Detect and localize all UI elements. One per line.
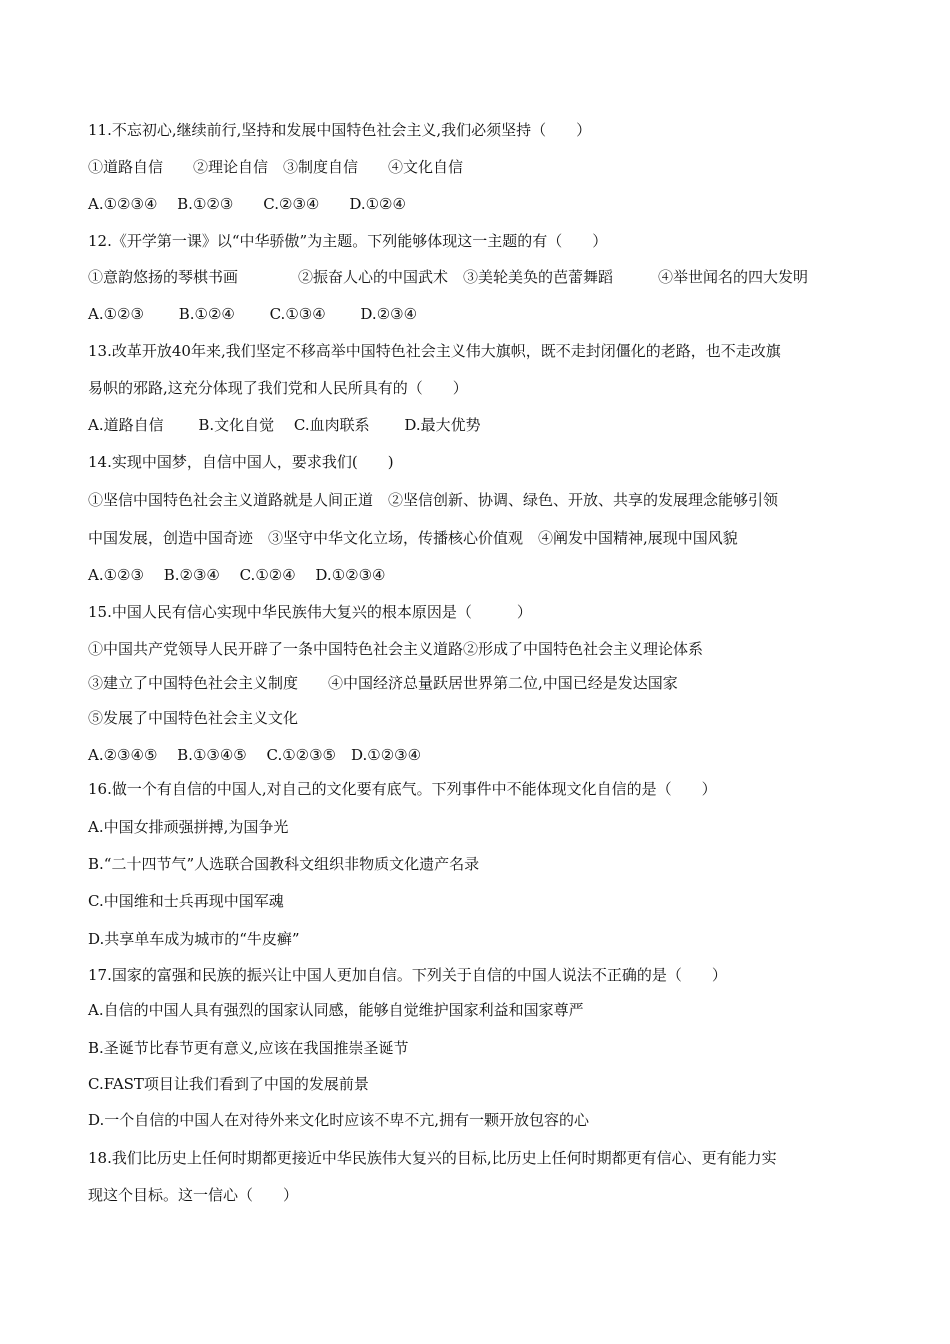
question-14-statements-line-1: ①坚信中国特色社会主义道路就是人间正道 ②坚信创新、协调、绿色、开放、共享的发展理念能够引领 <box>88 491 779 509</box>
question-18-stem-line-2: 现这个目标。这一信心（ ） <box>88 1186 299 1204</box>
question-11-stem: 11.不忘初心,继续前行,坚持和发展中国特色社会主义,我们必须坚持（ ） <box>88 121 592 139</box>
question-16-stem: 16.做一个有自信的中国人,对自己的文化要有底气。下列事件中不能体现文化自信的是（ ） <box>88 780 717 798</box>
question-12-stem: 12.《开学第一课》以“中华骄傲”为主题。下列能够体现这一主题的有（ ） <box>88 232 608 250</box>
question-12-options: A.①②③ B.①②④ C.①③④ D.②③④ <box>88 305 418 323</box>
question-11-options: A.①②③④ B.①②③ C.②③④ D.①②④ <box>88 195 406 213</box>
question-16-option-c: C.中国维和士兵再现中国军魂 <box>88 892 284 910</box>
question-14-options: A.①②③ B.②③④ C.①②④ D.①②③④ <box>88 566 386 584</box>
question-15-options: A.②③④⑤ B.①③④⑤ C.①②③⑤ D.①②③④ <box>88 746 422 764</box>
question-15-statements-line-1: ①中国共产党领导人民开辟了一条中国特色社会主义道路②形成了中国特色社会主义理论体系 <box>88 640 704 658</box>
question-17-option-c: C.FAST项目让我们看到了中国的发展前景 <box>88 1075 369 1093</box>
question-14-stem: 14.实现中国梦，自信中国人，要求我们( ) <box>88 453 394 471</box>
question-17-stem: 17.国家的富强和民族的振兴让中国人更加自信。下列关于自信的中国人说法不正确的是（ ） <box>88 966 727 984</box>
question-16-option-a: A.中国女排顽强拼搏,为国争光 <box>88 818 289 836</box>
question-12-statements: ①意韵悠扬的琴棋书画 ②振奋人心的中国武术 ③美轮美奂的芭蕾舞蹈 ④举世闻名的四大发明 <box>88 268 809 286</box>
question-18-stem-line-1: 18.我们比历史上任何时期都更接近中华民族伟大复兴的目标,比历史上任何时期都更有信心、更有能力实 <box>88 1149 777 1167</box>
question-17-option-a: A.自信的中国人具有强烈的国家认同感，能够自觉维护国家利益和国家尊严 <box>88 1001 584 1019</box>
question-17-option-b: B.圣诞节比春节更有意义,应该在我国推崇圣诞节 <box>88 1039 409 1057</box>
question-15-stem: 15.中国人民有信心实现中华民族伟大复兴的根本原因是（ ） <box>88 603 532 621</box>
question-14-statements-line-2: 中国发展，创造中国奇迹 ③坚守中华文化立场，传播核心价值观 ④阐发中国精神,展现中国风貌 <box>88 529 738 547</box>
question-13-stem-line-2: 易帜的邪路,这充分体现了我们党和人民所具有的（ ） <box>88 379 468 397</box>
question-13-stem-line-1: 13.改革开放40年来,我们坚定不移高举中国特色社会主义伟大旗帜，既不走封闭僵化的老路，也不走改旗 <box>88 342 781 360</box>
question-13-options: A.道路自信 B.文化自觉 C.血肉联系 D.最大优势 <box>88 416 481 434</box>
question-11-statements: ①道路自信 ②理论自信 ③制度自信 ④文化自信 <box>88 158 464 176</box>
question-16-option-b: B.“二十四节气”人选联合国教科文组织非物质文化遗产名录 <box>88 855 480 873</box>
question-16-option-d: D.共享单车成为城市的“牛皮癣” <box>88 930 300 948</box>
question-15-statements-line-3: ⑤发展了中国特色社会主义文化 <box>88 709 299 727</box>
question-17-option-d: D.一个自信的中国人在对待外来文化时应该不卑不亢,拥有一颗开放包容的心 <box>88 1111 590 1129</box>
question-15-statements-line-2: ③建立了中国特色社会主义制度 ④中国经济总量跃居世界第二位,中国已经是发达国家 <box>88 674 678 692</box>
